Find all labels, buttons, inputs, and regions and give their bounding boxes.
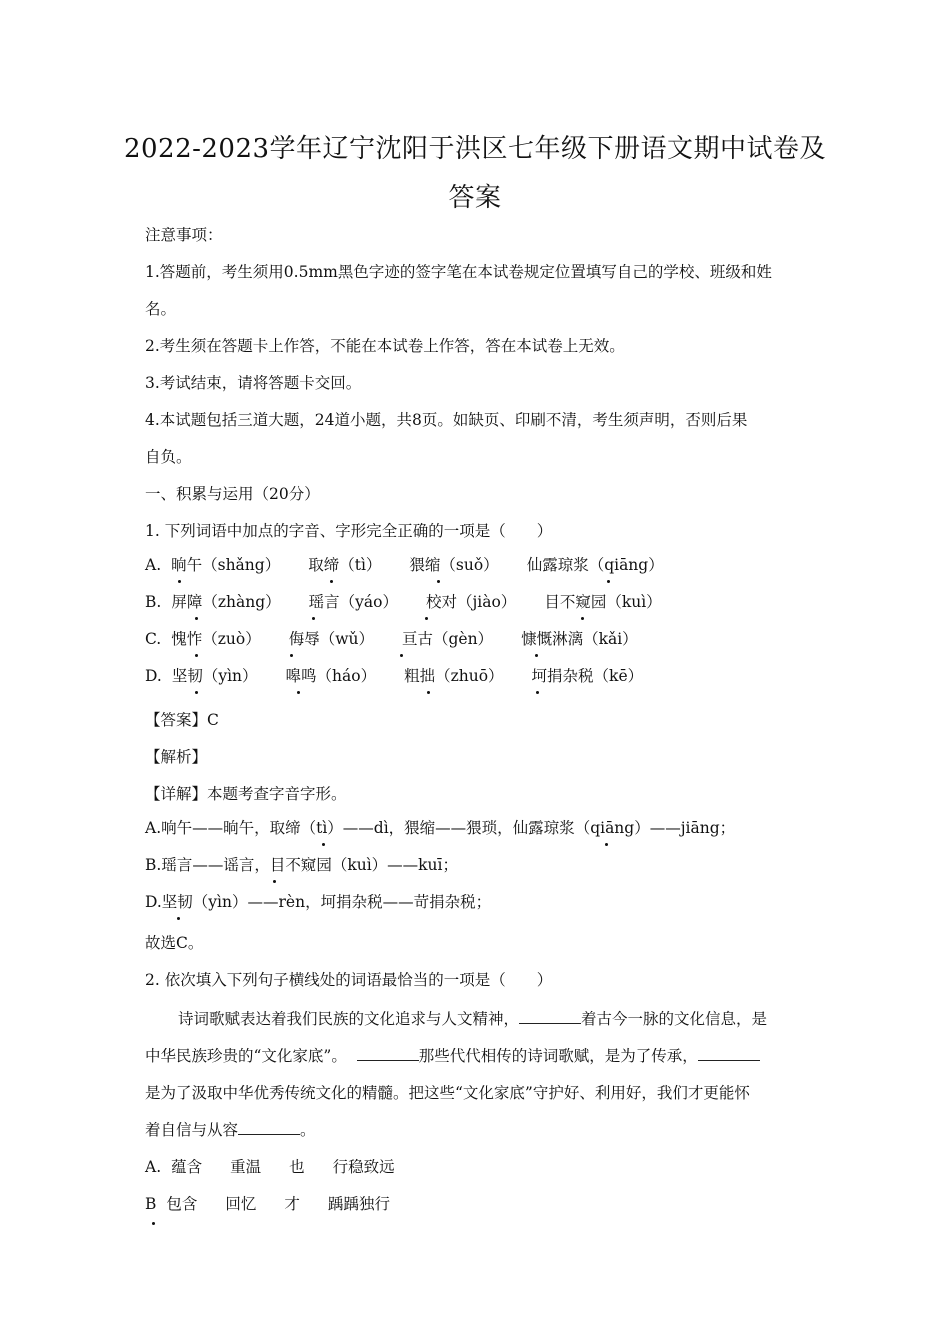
option-row-d	[145, 666, 671, 686]
explain-line: A.响午——晌午，取缔（tì）——dì，猥缩——猥琐，仙露琼浆（qiāng）——jiāng；	[145, 819, 736, 837]
emphasis-dot	[605, 843, 608, 846]
emphasis-dot	[178, 580, 181, 583]
option-row-b	[145, 1194, 418, 1214]
passage-text: 着古今一脉的文化信息，是	[581, 1010, 768, 1028]
emphasis-dot	[535, 654, 538, 657]
option-item: 仙露琼浆（qiāng）	[526, 556, 664, 574]
option-item: 嗥鸣（háo）	[285, 667, 377, 685]
option-item: 瑶言（yáo）	[308, 593, 398, 611]
option-item: 粗拙（zhuō）	[404, 667, 504, 685]
question-stem: 1. 下列词语中加点的字音、字形完全正确的一项是（ ）	[145, 522, 553, 540]
notice-header: 注意事项：	[145, 226, 223, 244]
option-item: 也	[289, 1158, 305, 1176]
emphasis-dot	[290, 654, 293, 657]
option-item: 屏障（zhàng）	[171, 593, 281, 611]
emphasis-dot	[297, 691, 300, 694]
passage-text: 。	[300, 1121, 316, 1139]
emphasis-dot	[195, 654, 198, 657]
option-item: 猥缩（suǒ）	[409, 556, 499, 574]
option-item: 慷慨淋漓（kǎi）	[521, 630, 638, 648]
emphasis-dot	[322, 843, 325, 846]
passage-text: 着自信与从容	[145, 1121, 239, 1139]
option-item: 目不窥园（kuì）	[544, 593, 662, 611]
note-line: 3.考试结束，请将答题卡交回。	[145, 374, 362, 392]
option-label: B.	[145, 593, 162, 611]
answer-line: 【答案】C	[145, 711, 219, 729]
option-label: B	[145, 1195, 157, 1213]
emphasis-dot	[195, 691, 198, 694]
fill-blank	[238, 1120, 300, 1135]
option-item: 晌午（shǎng）	[171, 556, 281, 574]
option-item: 侮辱（wǔ）	[288, 630, 374, 648]
analysis-heading: 【解析】	[145, 748, 208, 766]
option-item: 行稳致远	[332, 1158, 395, 1176]
explain-line: 故选C。	[145, 934, 204, 952]
passage-line	[145, 1120, 316, 1140]
question-stem: 2. 依次填入下列句子横线处的词语最恰当的一项是（ ）	[145, 971, 553, 989]
emphasis-dot	[427, 691, 430, 694]
explain-line: B.瑶言——谣言，目不窥园（kuì）——kuī；	[145, 856, 458, 874]
option-label: C.	[145, 630, 162, 648]
emphasis-dot	[273, 880, 276, 883]
explain-line: D.坚韧（yìn）——rèn，坷捐杂税——苛捐杂税；	[145, 893, 492, 911]
note-line: 1.答题前，考生须用0.5mm黑色字迹的签字笔在本试卷规定位置填写自己的学校、班级和姓	[145, 263, 772, 281]
doc-title-line2: 答案	[448, 183, 502, 213]
note-line: 4.本试题包括三道大题，24道小题，共8页。如缺页、印刷不清，考生须声明，否则后果	[145, 411, 748, 429]
option-item: 回忆	[225, 1195, 257, 1213]
passage-text: 诗词歌赋表达着我们民族的文化追求与人文精神，	[178, 1010, 520, 1028]
option-row-a	[145, 555, 692, 575]
option-item: 踽踽独行	[327, 1195, 390, 1213]
option-item: 蕴含	[171, 1158, 203, 1176]
option-item: 愧怍（zuò）	[171, 630, 261, 648]
option-item: 才	[284, 1195, 300, 1213]
note-line: 2.考生须在答题卡上作答，不能在本试卷上作答，答在本试卷上无效。	[145, 337, 625, 355]
option-label: D.	[145, 667, 162, 685]
emphasis-dot	[330, 580, 333, 583]
option-label: A.	[145, 556, 162, 574]
passage-line: 是为了汲取中华优秀传统文化的精髓。把这些“文化家底”守护好、利用好，我们才更能怀	[145, 1084, 750, 1102]
option-item: 校对（jiào）	[425, 593, 517, 611]
doc-title-line1: 2022-2023学年辽宁沈阳于洪区七年级下册语文期中试卷及	[123, 134, 827, 164]
option-item: 亘古（gèn）	[401, 630, 494, 648]
option-row-c	[145, 629, 666, 649]
option-item: 重温	[230, 1158, 262, 1176]
note-line: 名。	[145, 300, 177, 318]
option-row-a	[145, 1157, 423, 1177]
emphasis-dot	[437, 580, 440, 583]
emphasis-dot	[400, 654, 403, 657]
emphasis-dot	[536, 691, 539, 694]
option-item: 坚韧（yìn）	[171, 667, 258, 685]
passage-text: 那些代代相传的诗词歌赋，是为了传承，	[418, 1047, 698, 1065]
emphasis-dot	[177, 917, 180, 920]
section-heading: 一、积累与运用（20分）	[145, 485, 320, 503]
emphasis-dot	[607, 580, 610, 583]
fill-blank	[357, 1046, 419, 1061]
option-item: 坷捐杂税（kē）	[531, 667, 644, 685]
emphasis-dot	[312, 617, 315, 620]
detail-line: 【详解】本题考查字音字形。	[145, 785, 347, 803]
option-row-b	[145, 592, 690, 612]
emphasis-dot	[152, 1222, 155, 1225]
note-line: 自负。	[145, 448, 192, 466]
emphasis-dot	[425, 617, 428, 620]
passage-text: 中华民族珍贵的“文化家底”。	[145, 1047, 347, 1065]
passage-line	[178, 1009, 767, 1029]
emphasis-dot	[195, 617, 198, 620]
option-item: 取缔（tì）	[308, 556, 382, 574]
passage-line	[145, 1046, 760, 1066]
fill-blank	[519, 1009, 581, 1024]
option-item: 包含	[166, 1195, 198, 1213]
option-label: A.	[145, 1158, 162, 1176]
emphasis-dot	[581, 617, 584, 620]
fill-blank	[698, 1046, 760, 1061]
